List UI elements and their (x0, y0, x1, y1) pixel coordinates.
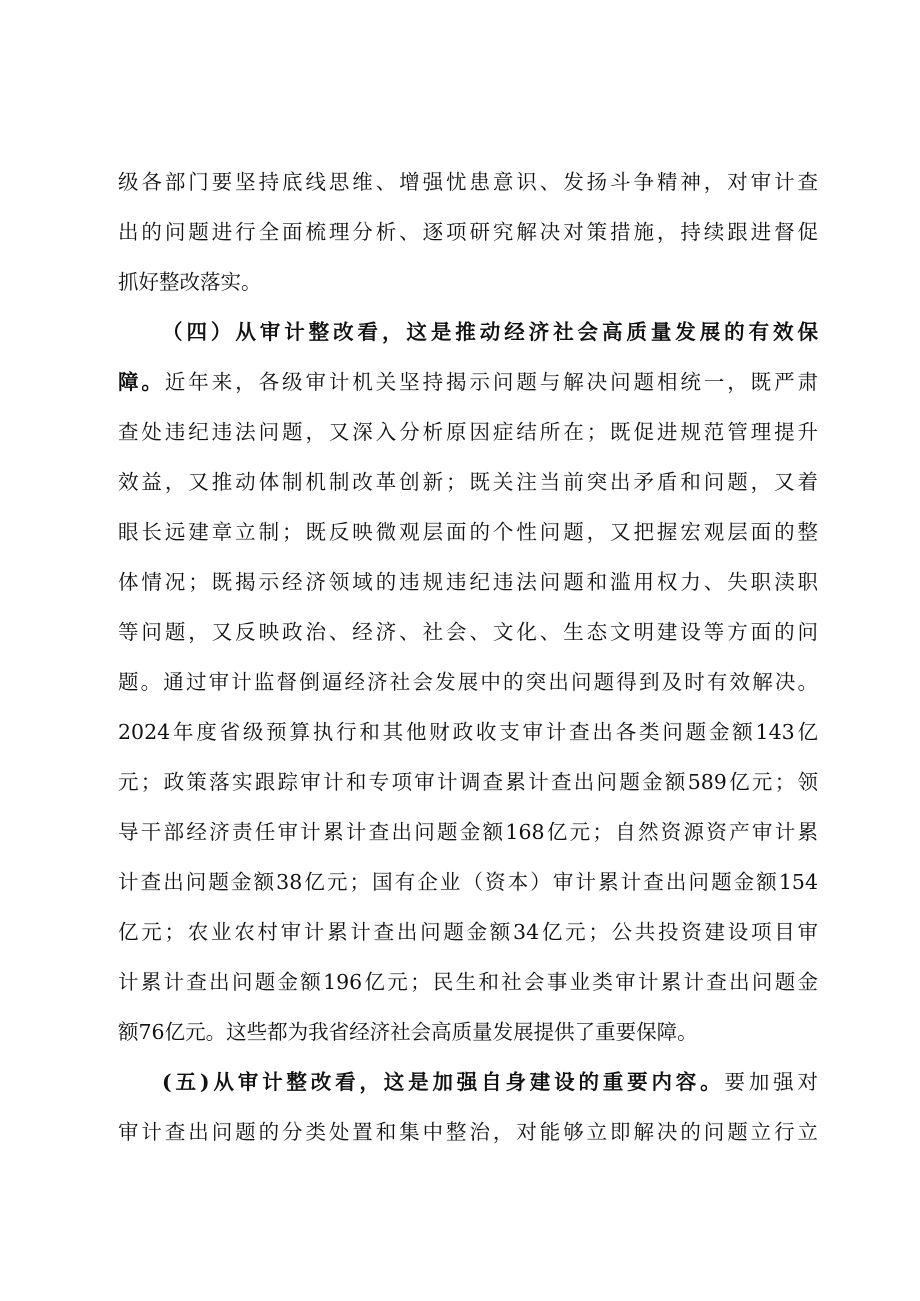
paragraph-line: 级各部门要坚持底线思维、增强忧患意识、发扬斗争精神，对审计查 (118, 170, 818, 194)
paragraph-line: 审计查出问题的分类处置和集中整治，对能够立即解决的问题立行立 (118, 1120, 818, 1144)
section-heading-text: 障。 (118, 370, 165, 394)
paragraph-line: 导干部经济责任审计累计查出问题金额168亿元；自然资源资产审计累 (118, 820, 818, 844)
section-heading-5 (162, 1070, 818, 1094)
paragraph-text: 要加强对 (724, 1070, 818, 1094)
paragraph-line: 等问题，又反映政治、经济、社会、文化、生态文明建设等方面的问 (118, 620, 818, 644)
paragraph-line: 2024年度省级预算执行和其他财政收支审计查出各类问题金额143亿 (118, 720, 818, 744)
paragraph-line: 元；政策落实跟踪审计和专项审计调查累计查出问题金额589亿元；领 (118, 770, 818, 794)
paragraph-line: 额76亿元。这些都为我省经济社会高质量发展提供了重要保障。 (118, 1020, 698, 1044)
section-heading-4 (162, 320, 818, 344)
paragraph-line: 查处违纪违法问题，又深入分析原因症结所在；既促进规范管理提升 (118, 420, 818, 444)
section-heading-text: (五)从审计整改看，这是加强自身建设的重要内容。 (162, 1070, 725, 1094)
paragraph-line: 亿元；农业农村审计累计查出问题金额34亿元；公共投资建设项目审 (118, 920, 818, 944)
paragraph-line (118, 370, 818, 394)
paragraph-line: 出的问题进行全面梳理分析、逐项研究解决对策措施，持续跟进督促 (118, 220, 818, 244)
paragraph-line: 眼长远建章立制；既反映微观层面的个性问题，又把握宏观层面的整 (118, 520, 818, 544)
paragraph-text: 近年来，各级审计机关坚持揭示问题与解决问题相统一，既严肃 (164, 370, 819, 394)
paragraph-line: 效益，又推动体制机制改革创新；既关注当前突出矛盾和问题，又着 (118, 470, 818, 494)
paragraph-line: 计累计查出问题金额196亿元；民生和社会事业类审计累计查出问题金 (118, 970, 818, 994)
paragraph-line: 题。通过审计监督倒逼经济社会发展中的突出问题得到及时有效解决。 (118, 670, 818, 694)
section-heading-text: （四）从审计整改看，这是推动经济社会高质量发展的有效保 (162, 320, 818, 344)
paragraph-line: 体情况；既揭示经济领域的违规违纪违法问题和滥用权力、失职渎职 (118, 570, 818, 594)
paragraph-line: 抓好整改落实。 (118, 270, 262, 294)
paragraph-line: 计查出问题金额38亿元；国有企业（资本）审计累计查出问题金额154 (118, 870, 818, 894)
